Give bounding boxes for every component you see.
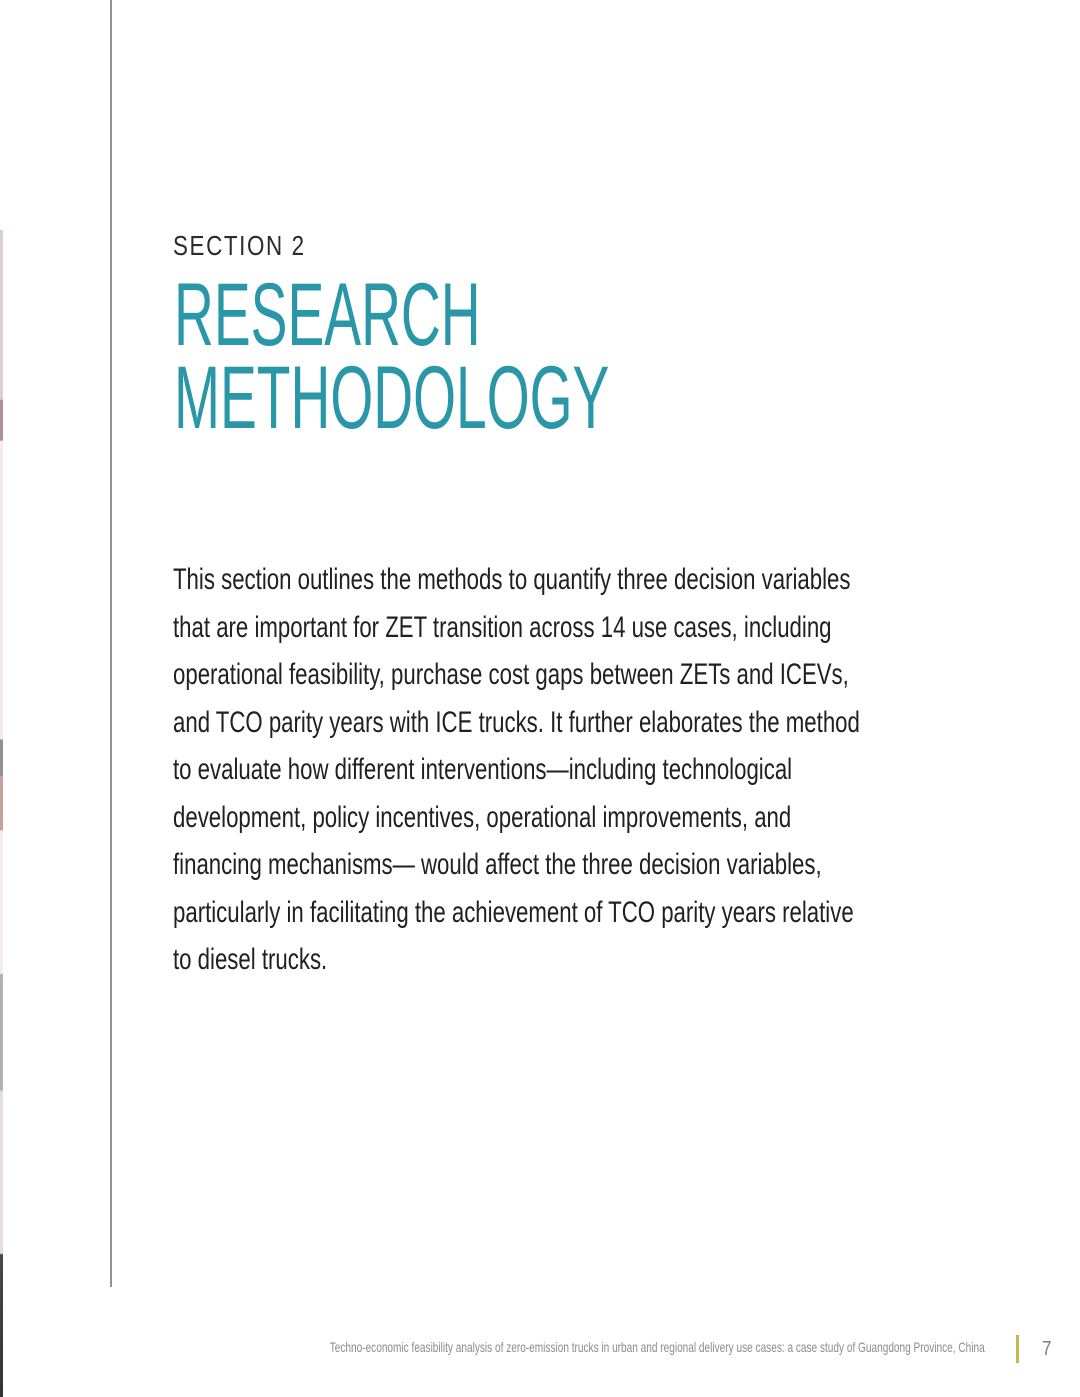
footer-running-title: Techno-economic feasibility analysis of zero-emission trucks in urban and regional delivery use cases: a case study of Guangdong Province, China	[330, 1339, 985, 1355]
body-line: to evaluate how different interventions—including technological	[173, 753, 793, 786]
left-margin-rule	[110, 0, 112, 1287]
section-title: RESEARCH METHODOLOGY	[174, 264, 610, 447]
body-paragraph	[173, 556, 860, 984]
body-line: to diesel trucks.	[173, 943, 328, 976]
body-line: This section outlines the methods to quantify three decision variables	[173, 563, 851, 596]
body-line: development, policy incentives, operational improvements, and	[173, 800, 792, 834]
page-number: 7	[1042, 1338, 1052, 1360]
body-line: and TCO parity years with ICE trucks. It further elaborates the method	[173, 705, 860, 739]
footer-divider	[1016, 1335, 1019, 1363]
body-line: operational feasibility, purchase cost gaps between ZETs and ICEVs,	[173, 658, 849, 691]
section-label: SECTION 2	[173, 230, 306, 261]
body-line: that are important for ZET transition across 14 use cases, including	[173, 610, 832, 644]
body-line: particularly in facilitating the achievement of TCO parity years relative	[173, 895, 854, 929]
body-line: financing mechanisms— would affect the three decision variables,	[173, 848, 822, 881]
scan-edge-artifacts	[0, 230, 3, 1397]
